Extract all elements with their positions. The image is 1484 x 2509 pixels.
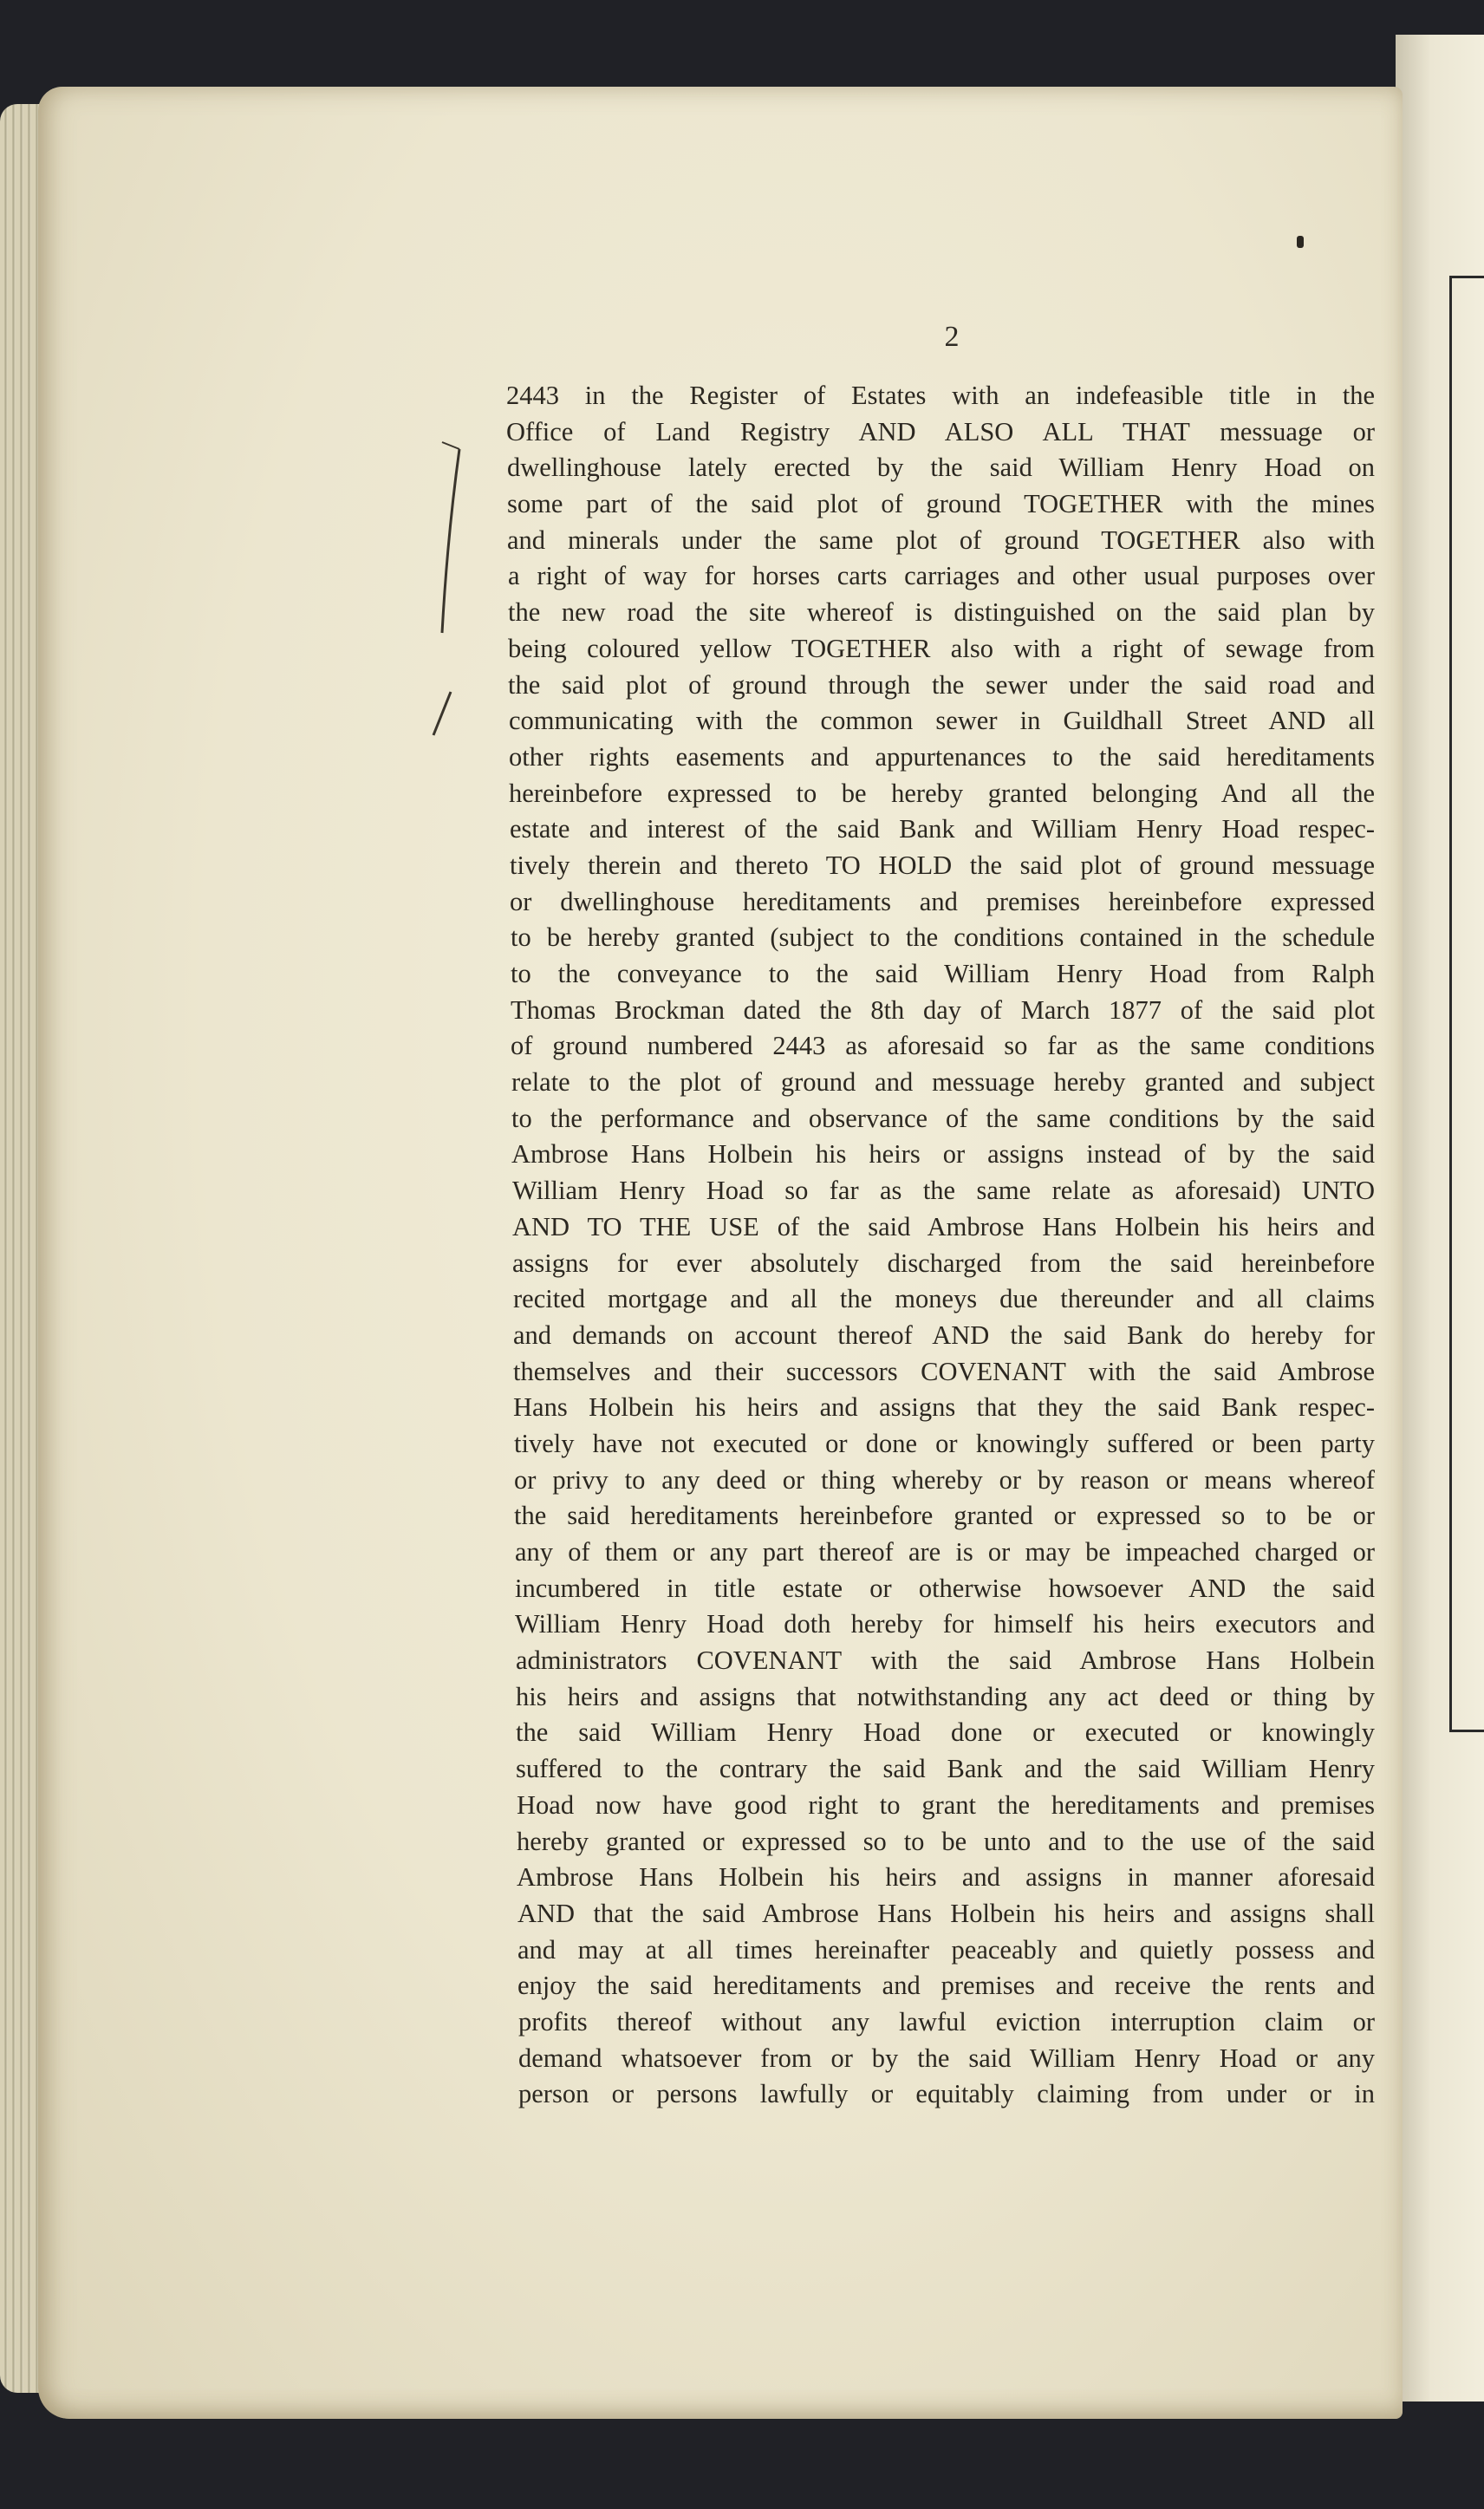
text-line: suffered to the contrary the said Bank and the said William Henry bbox=[516, 1754, 1375, 1784]
text-line: Ambrose Hans Holbein his heirs or assigns instead of by the said bbox=[511, 1139, 1375, 1170]
text-line: demand whatsoever from or by the said William Henry Hoad or any bbox=[518, 2043, 1375, 2073]
text-line: profits thereof without any lawful eviction interruption claim or bbox=[518, 2006, 1375, 2037]
text-line: incumbered in title estate or otherwise howsoever AND the said bbox=[515, 1573, 1375, 1603]
text-line: enjoy the said hereditaments and premises and receive the rents and bbox=[517, 1971, 1375, 2001]
text-line: his heirs and assigns that notwithstanding any act deed or thing by bbox=[516, 1681, 1375, 1711]
text-line: assigns for ever absolutely discharged from the said hereinbefore bbox=[512, 1248, 1375, 1278]
text-line: William Henry Hoad doth hereby for himself his heirs executors and bbox=[515, 1609, 1375, 1639]
text-line: the said hereditaments hereinbefore granted or expressed so to be or bbox=[514, 1501, 1375, 1531]
text-line: 2443 in the Register of Estates with an indefeasible title in the bbox=[506, 381, 1375, 410]
page-number: 2 bbox=[944, 321, 960, 353]
text-line: themselves and their successors COVENANT with the said Ambrose bbox=[513, 1356, 1375, 1386]
facing-page-border bbox=[1449, 276, 1484, 1732]
text-line: and demands on account thereof AND the said Bank do hereby for bbox=[513, 1320, 1375, 1350]
text-line: recited mortgage and all the moneys due thereunder and all claims bbox=[513, 1284, 1375, 1314]
text-line: person or persons lawfully or equitably claiming from under or in bbox=[518, 2079, 1375, 2109]
text-line: Ambrose Hans Holbein his heirs and assigns in manner aforesaid bbox=[517, 1862, 1375, 1893]
text-line: and may at all times hereinafter peaceably and quietly possess and bbox=[517, 1934, 1375, 1965]
text-line: AND TO THE USE of the said Ambrose Hans Holbein his heirs and bbox=[512, 1211, 1375, 1241]
text-line: any of them or any part thereof are is or may be impeached charged or bbox=[515, 1537, 1375, 1567]
text-line: Office of Land Registry AND ALSO ALL THAT messuage or bbox=[506, 416, 1375, 446]
text-line: or privy to any deed or thing whereby or by reason or means whereof bbox=[514, 1464, 1375, 1495]
text-line: Thomas Brockman dated the 8th day of March 1877 of the said plot bbox=[511, 994, 1375, 1025]
text-line: a right of way for horses carts carriages and other usual purposes over bbox=[508, 561, 1375, 591]
text-line: to the conveyance to the said William Henry Hoad from Ralph bbox=[511, 959, 1375, 988]
text-line: or dwellinghouse hereditaments and premises hereinbefore expressed bbox=[510, 886, 1375, 916]
text-line: hereinbefore expressed to be hereby granted belonging And all the bbox=[509, 778, 1375, 808]
ink-dot bbox=[1297, 236, 1304, 248]
text-line: other rights easements and appurtenances to the said hereditaments bbox=[509, 741, 1375, 772]
text-line: tively therein and thereto TO HOLD the said plot of ground messuage bbox=[510, 850, 1375, 880]
text-line: the new road the site whereof is distinguished on the said plan by bbox=[508, 597, 1375, 628]
text-line: of ground numbered 2443 as aforesaid so far as the same conditions bbox=[511, 1031, 1375, 1061]
text-line: the said William Henry Hoad done or executed or knowingly bbox=[516, 1717, 1375, 1748]
document-body bbox=[506, 378, 1375, 2113]
text-line: to the performance and observance of the same conditions by the said bbox=[511, 1103, 1375, 1133]
text-line: and minerals under the same plot of ground TOGETHER also with bbox=[507, 525, 1375, 555]
text-line: communicating with the common sewer in Guildhall Street AND all bbox=[509, 706, 1375, 736]
text-line: estate and interest of the said Bank and William Henry Hoad respec- bbox=[510, 814, 1375, 844]
margin-pencil-mark bbox=[416, 433, 485, 746]
text-line: some part of the said plot of ground TOGETHER with the mines bbox=[507, 489, 1375, 519]
text-line: the said plot of ground through the sewer under the said road and bbox=[508, 669, 1375, 700]
text-line: AND that the said Ambrose Hans Holbein his heirs and assigns shall bbox=[517, 1898, 1375, 1928]
text-line: relate to the plot of ground and messuage hereby granted and subject bbox=[511, 1067, 1375, 1098]
text-line: to be hereby granted (subject to the conditions contained in the schedule bbox=[511, 922, 1375, 953]
text-line: William Henry Hoad so far as the same relate as aforesaid) UNTO bbox=[512, 1176, 1375, 1206]
text-line: Hans Holbein his heirs and assigns that they the said Bank respec- bbox=[513, 1392, 1375, 1423]
text-line: administrators COVENANT with the said Ambrose Hans Holbein bbox=[516, 1646, 1375, 1676]
text-line: hereby granted or expressed so to be unto and to the use of the said bbox=[517, 1826, 1375, 1856]
text-line: tively have not executed or done or knowingly suffered or been party bbox=[514, 1428, 1375, 1458]
text-line: dwellinghouse lately erected by the said William Henry Hoad on bbox=[507, 453, 1375, 483]
text-line: being coloured yellow TOGETHER also with a right of sewage from bbox=[508, 633, 1375, 663]
text-line: Hoad now have good right to grant the hereditaments and premises bbox=[517, 1789, 1375, 1820]
